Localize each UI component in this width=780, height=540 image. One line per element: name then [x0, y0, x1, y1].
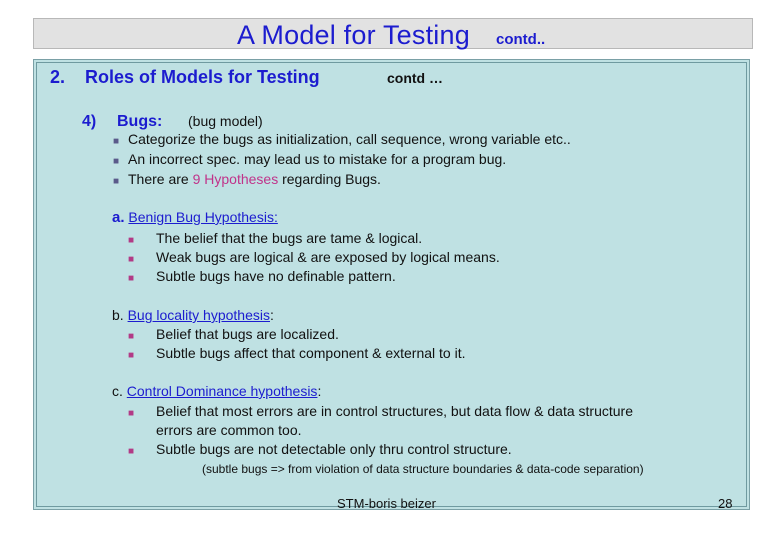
- hypothesis-c-heading: c. Control Dominance hypothesis:: [112, 383, 322, 399]
- square-bullet-icon: ■: [113, 176, 120, 187]
- list-item: ■ Subtle bugs have no definable pattern.: [128, 268, 396, 284]
- section-number: 2.: [50, 67, 66, 87]
- square-bullet-icon: ■: [128, 408, 135, 419]
- hypothesis-a-heading: [112, 209, 278, 226]
- square-bullet-icon: ■: [128, 235, 135, 246]
- subsection-note: (bug model): [188, 113, 263, 129]
- slide-title-contd: contd..: [496, 31, 546, 48]
- section-title: Roles of Models for Testing: [85, 67, 320, 87]
- footer-author: STM-boris beizer: [337, 496, 436, 511]
- hypotheses-count: 9 Hypotheses: [192, 171, 279, 187]
- square-bullet-icon: ■: [128, 350, 135, 361]
- list-item: ■ An incorrect spec. may lead us to mistake for a program bug.: [113, 151, 507, 167]
- hypothesis-b-heading: b. Bug locality hypothesis:: [112, 307, 274, 323]
- hypothesis-link[interactable]: Benign Bug Hypothesis:: [128, 209, 278, 225]
- hypothesis-letter: b.: [112, 307, 124, 323]
- slide-title: A Model for Testing: [237, 20, 470, 50]
- hypothesis-link[interactable]: Control Dominance hypothesis: [126, 383, 318, 399]
- list-item: ■ Categorize the bugs as initialization, call sequence, wrong variable etc..: [113, 131, 571, 147]
- list-item: ■ Belief that bugs are localized.: [128, 326, 339, 342]
- section-contd: contd …: [387, 70, 443, 86]
- list-item: ■ There are 9 Hypotheses regarding Bugs.: [113, 171, 381, 187]
- square-bullet-icon: ■: [128, 331, 135, 342]
- page-number: 28: [718, 496, 733, 511]
- hypothesis-letter: a.: [112, 209, 125, 226]
- list-item: ■ The belief that the bugs are tame & logical.: [128, 230, 423, 246]
- list-item: ■ Weak bugs are logical & are exposed by logical means.: [128, 249, 500, 265]
- list-item: ■ Subtle bugs affect that component & external to it.: [128, 345, 466, 361]
- square-bullet-icon: ■: [113, 136, 120, 147]
- square-bullet-icon: ■: [113, 156, 120, 167]
- subsection-number: 4): [82, 113, 97, 130]
- hypothesis-c-note: (subtle bugs => from violation of data structure boundaries & data-code separation): [202, 462, 644, 476]
- square-bullet-icon: ■: [128, 446, 135, 457]
- square-bullet-icon: ■: [128, 273, 135, 284]
- subsection-title: Bugs:: [117, 113, 163, 130]
- list-item: ■ Belief that most errors are in control structures, but data flow & data structure: [128, 403, 633, 419]
- list-item: ■ Subtle bugs are not detectable only thru control structure.: [128, 441, 512, 457]
- square-bullet-icon: ■: [128, 254, 135, 265]
- hypothesis-letter: c.: [112, 383, 123, 399]
- list-item-continued: errors are common too.: [156, 422, 302, 438]
- hypothesis-link[interactable]: Bug locality hypothesis: [127, 307, 270, 323]
